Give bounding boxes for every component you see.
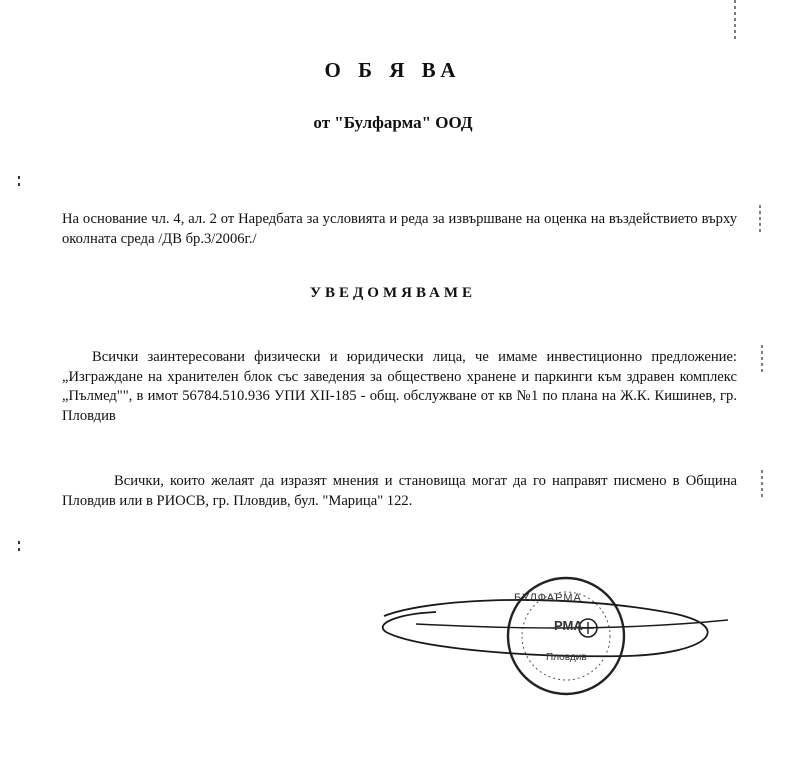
- notify-heading: УВЕДОМЯВАМЕ: [309, 285, 477, 301]
- stamp-company-name: БУЛФАРМА: [514, 592, 582, 604]
- left-edge-scan-dots: [18, 176, 20, 551]
- stamp-company-abbr: РМА: [554, 618, 583, 633]
- company-stamp-with-signature: [376, 566, 756, 696]
- document-title: О Б Я ВА: [324, 58, 462, 82]
- document-subtitle: от "Булфарма" ООД: [313, 113, 473, 132]
- stamp-inner-ring: [522, 592, 610, 680]
- public-comments-paragraph: Всички, които желаят да изразят мнения и становища могат да го направят писмено в Община Пловдив или в РИОСВ, гр. Пловдив, бул. "Марица" 122.: [62, 473, 737, 509]
- stamp-city: Пловдив: [546, 652, 587, 663]
- investment-proposal-paragraph: Всички заинтересовани физически и юридически лица, че имаме инвестиционно предложение: „Изграждане на хранителен блок със заведения за обществено хранене и паркинги към здравен комплекс „Пълмед"", в имот 56784.510.936 УПИ XII-185 - общ. обслужване от кв №1 по плана на Ж.К. Кишинев, гр. Пловдив: [62, 349, 737, 424]
- legal-basis-paragraph: На основание чл. 4, ал. 2 от Наредбата за условията и реда за извършване на оценка на въздействието върху околната среда /ДВ бр.3/2006г./: [62, 211, 737, 247]
